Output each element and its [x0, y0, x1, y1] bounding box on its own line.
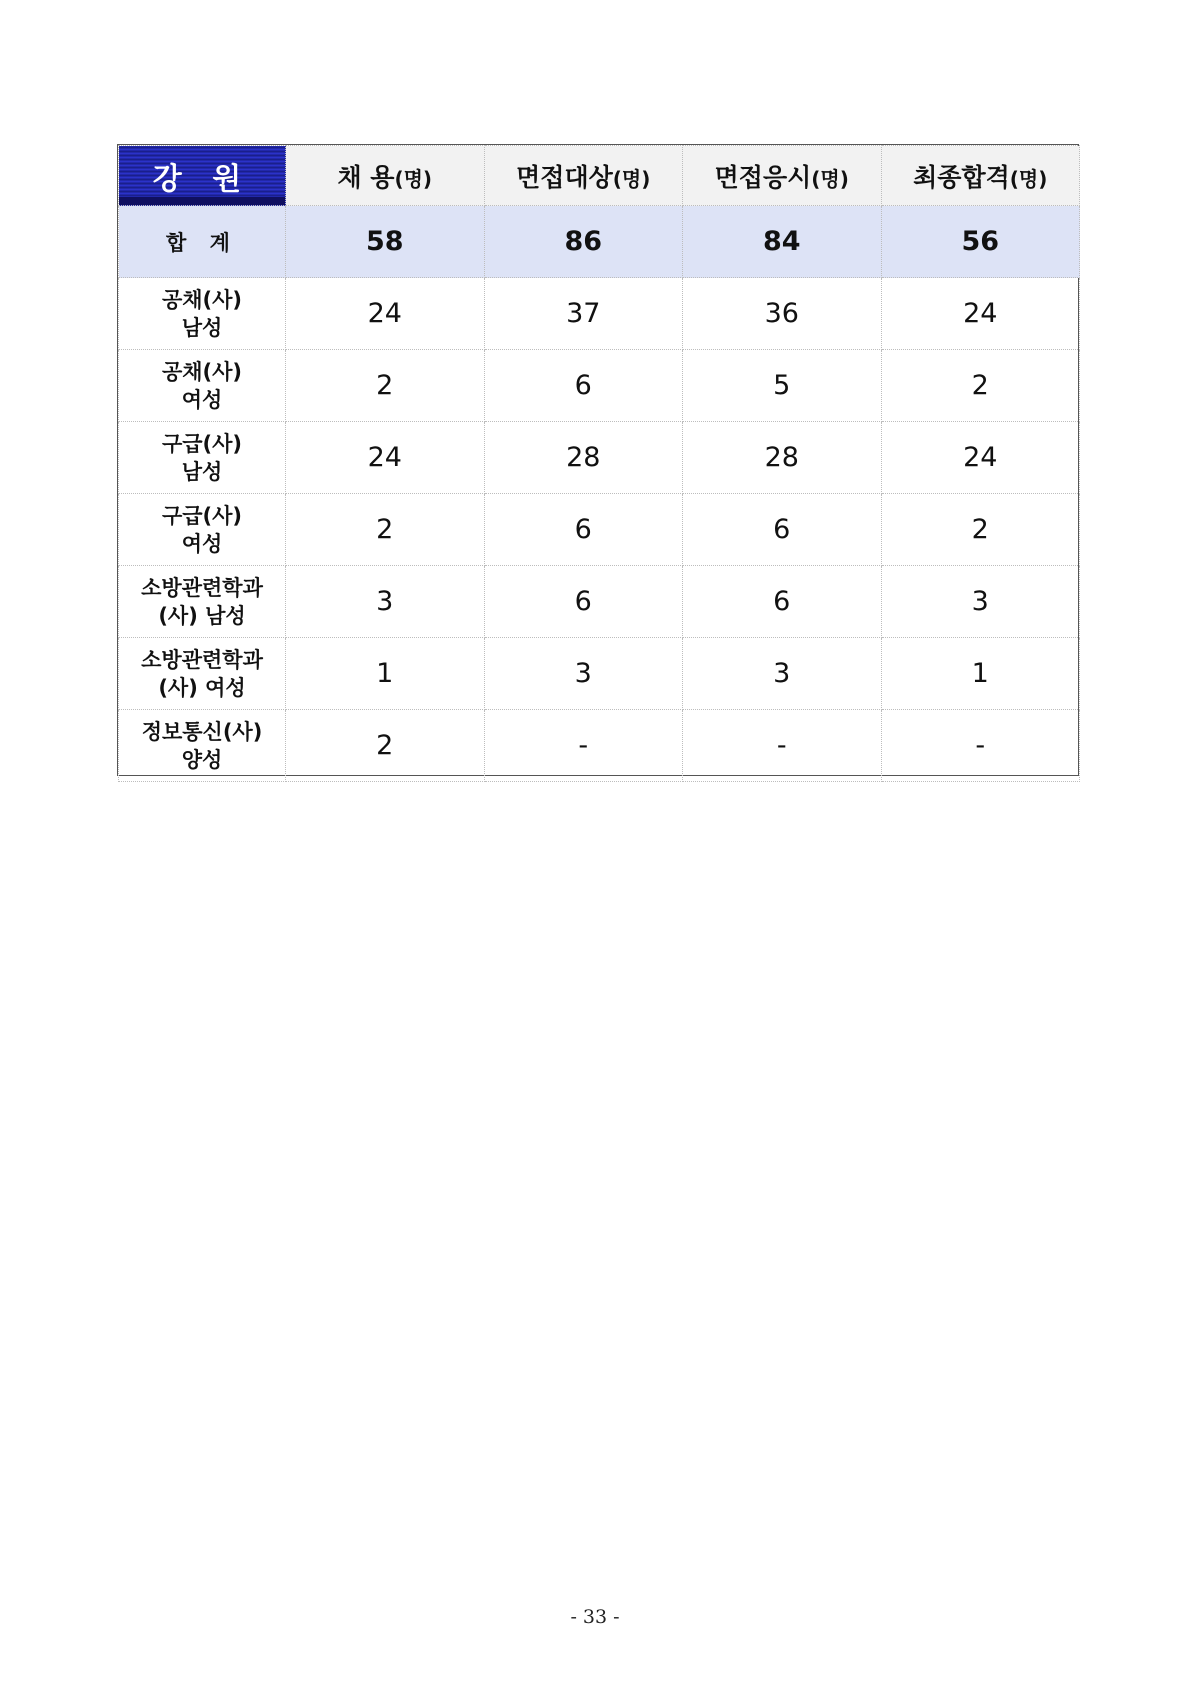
row-label-line1: 정보통신(사)	[141, 719, 263, 744]
cell-final-pass: 2	[881, 494, 1080, 566]
total-interview-taken: 84	[683, 206, 882, 278]
hire-header-unit: (명)	[394, 166, 433, 191]
cell-final-pass: 1	[881, 638, 1080, 710]
interview-target-header-label: 면접대상	[516, 162, 613, 192]
table-row	[119, 350, 1080, 422]
row-label-line2: 남성	[181, 459, 223, 484]
cell-hire: 24	[286, 278, 485, 350]
row-label	[119, 278, 286, 350]
cell-interview-target: 6	[484, 494, 683, 566]
total-interview-target: 86	[484, 206, 683, 278]
page-number: - 33 -	[570, 1606, 620, 1628]
row-label	[119, 638, 286, 710]
cell-interview-taken: 28	[683, 422, 882, 494]
row-label-line1: 구급(사)	[161, 503, 243, 528]
cell-final-pass: -	[881, 710, 1080, 782]
cell-hire: 24	[286, 422, 485, 494]
row-label-line2: 양성	[181, 747, 223, 772]
recruitment-table-grid	[118, 145, 1080, 782]
recruitment-table	[117, 144, 1079, 776]
row-label-line1: 구급(사)	[161, 431, 243, 456]
cell-interview-target: -	[484, 710, 683, 782]
table-row	[119, 638, 1080, 710]
row-label-line2: 여성	[181, 387, 223, 412]
cell-final-pass: 24	[881, 422, 1080, 494]
cell-interview-target: 37	[484, 278, 683, 350]
row-label	[119, 566, 286, 638]
row-label-line1: 공채(사)	[161, 287, 243, 312]
table-row	[119, 566, 1080, 638]
row-label-line1: 소방관련학과	[141, 647, 263, 672]
total-row	[119, 206, 1080, 278]
total-label: 합 계	[119, 206, 286, 278]
row-label-line2: 남성	[181, 315, 223, 340]
table-row	[119, 710, 1080, 782]
cell-interview-taken: 3	[683, 638, 882, 710]
final-pass-header	[881, 146, 1080, 206]
interview-target-header-unit: (명)	[612, 166, 651, 191]
cell-interview-taken: 6	[683, 494, 882, 566]
interview-target-header	[484, 146, 683, 206]
final-pass-header-label: 최종합격	[913, 162, 1010, 192]
interview-taken-header	[683, 146, 882, 206]
cell-hire: 3	[286, 566, 485, 638]
cell-final-pass: 2	[881, 350, 1080, 422]
row-label	[119, 422, 286, 494]
cell-hire: 2	[286, 350, 485, 422]
region-header: 강 원	[119, 146, 286, 206]
final-pass-header-unit: (명)	[1009, 166, 1048, 191]
cell-interview-target: 28	[484, 422, 683, 494]
cell-final-pass: 3	[881, 566, 1080, 638]
row-label-line2: 여성	[181, 531, 223, 556]
interview-taken-header-label: 면접응시	[714, 162, 812, 192]
table-row	[119, 422, 1080, 494]
row-label-line1: 공채(사)	[161, 359, 243, 384]
interview-taken-header-unit: (명)	[811, 166, 849, 191]
cell-final-pass: 24	[881, 278, 1080, 350]
row-label-line2: (사) 여성	[158, 675, 246, 700]
table-header-row	[119, 146, 1080, 206]
cell-interview-taken: 6	[683, 566, 882, 638]
cell-interview-taken: -	[683, 710, 882, 782]
table-row	[119, 278, 1080, 350]
cell-interview-target: 6	[484, 350, 683, 422]
cell-hire: 2	[286, 710, 485, 782]
row-label-line2: (사) 남성	[158, 603, 246, 628]
cell-hire: 1	[286, 638, 485, 710]
cell-interview-taken: 36	[683, 278, 882, 350]
row-label	[119, 710, 286, 782]
total-final-pass: 56	[881, 206, 1080, 278]
hire-header-label: 채 용	[337, 162, 395, 192]
cell-interview-target: 6	[484, 566, 683, 638]
row-label-line1: 소방관련학과	[141, 575, 263, 600]
hire-header	[286, 146, 485, 206]
table-row	[119, 494, 1080, 566]
cell-interview-target: 3	[484, 638, 683, 710]
cell-hire: 2	[286, 494, 485, 566]
row-label	[119, 494, 286, 566]
cell-interview-taken: 5	[683, 350, 882, 422]
total-hire: 58	[286, 206, 485, 278]
row-label	[119, 350, 286, 422]
